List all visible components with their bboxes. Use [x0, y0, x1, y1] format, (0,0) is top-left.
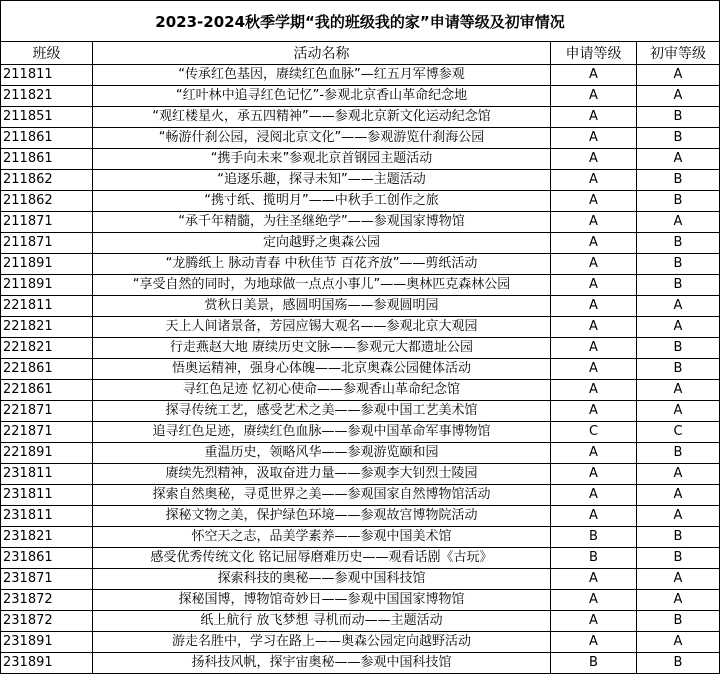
table-row — [1, 611, 720, 632]
table-row — [1, 275, 720, 296]
cell-activity: 探秘文物之美，保护绿色环境——参观故宫博物院活动 — [93, 506, 551, 527]
cell-class: 231871 — [1, 569, 93, 590]
cell-class: 221861 — [1, 359, 93, 380]
table-row — [1, 191, 720, 212]
cell-activity: 天上人间诸景备，芳园应锡大观名——参观北京大观园 — [93, 317, 551, 338]
cell-applied-grade: A — [551, 485, 637, 506]
table-row — [1, 506, 720, 527]
cell-class: 231872 — [1, 590, 93, 611]
cell-initial-grade: A — [637, 317, 720, 338]
cell-applied-grade: A — [551, 170, 637, 191]
cell-initial-grade: B — [637, 170, 720, 191]
cell-initial-grade: B — [637, 527, 720, 548]
table-row — [1, 254, 720, 275]
cell-class: 221861 — [1, 380, 93, 401]
table-row — [1, 65, 720, 86]
cell-class: 231872 — [1, 611, 93, 632]
table-row — [1, 128, 720, 149]
cell-initial-grade: A — [637, 380, 720, 401]
cell-applied-grade: A — [551, 443, 637, 464]
cell-activity: “红叶林中追寻红色记忆”-参观北京香山革命纪念地 — [93, 86, 551, 107]
cell-class: 231891 — [1, 653, 93, 674]
table-row — [1, 86, 720, 107]
cell-initial-grade: B — [637, 359, 720, 380]
cell-class: 221821 — [1, 338, 93, 359]
cell-initial-grade: A — [637, 506, 720, 527]
cell-class: 211891 — [1, 254, 93, 275]
title-row — [1, 1, 720, 42]
cell-initial-grade: B — [637, 548, 720, 569]
cell-class: 231821 — [1, 527, 93, 548]
table-body — [1, 65, 720, 674]
cell-class: 211861 — [1, 149, 93, 170]
cell-activity: “享受自然的同时，为地球做一点点小事儿”——奥林匹克森林公园 — [93, 275, 551, 296]
cell-applied-grade: A — [551, 317, 637, 338]
cell-applied-grade: A — [551, 254, 637, 275]
cell-applied-grade: A — [551, 191, 637, 212]
cell-class: 211891 — [1, 275, 93, 296]
cell-applied-grade: A — [551, 380, 637, 401]
cell-class: 211851 — [1, 107, 93, 128]
cell-applied-grade: A — [551, 107, 637, 128]
header-applied-grade: 申请等级 — [551, 42, 637, 65]
cell-applied-grade: A — [551, 233, 637, 254]
cell-initial-grade: A — [637, 632, 720, 653]
table-row — [1, 653, 720, 674]
cell-applied-grade: A — [551, 128, 637, 149]
table-row — [1, 233, 720, 254]
cell-initial-grade: A — [637, 149, 720, 170]
cell-initial-grade: A — [637, 65, 720, 86]
cell-applied-grade: B — [551, 548, 637, 569]
cell-initial-grade: B — [637, 191, 720, 212]
cell-initial-grade: A — [637, 485, 720, 506]
cell-activity: “畅游什刹公园，浸阅北京文化”——参观游览什刹海公园 — [93, 128, 551, 149]
table-title: 2023-2024秋季学期“我的班级我的家”申请等级及初审情况 — [1, 1, 720, 42]
cell-applied-grade: B — [551, 527, 637, 548]
cell-activity: “龙腾纸上 脉动青春 中秋佳节 百花齐放”——剪纸活动 — [93, 254, 551, 275]
cell-initial-grade: B — [637, 611, 720, 632]
cell-initial-grade: B — [637, 233, 720, 254]
cell-activity: 感受优秀传统文化 铭记屈辱磨难历史——观看话剧《古玩》 — [93, 548, 551, 569]
table-row — [1, 296, 720, 317]
cell-activity: 扬科技风帆，探宇宙奥秘——参观中国科技馆 — [93, 653, 551, 674]
header-initial-grade: 初审等级 — [637, 42, 720, 65]
cell-class: 231891 — [1, 632, 93, 653]
cell-activity: 定向越野之奥森公园 — [93, 233, 551, 254]
cell-activity: 探索自然奥秘，寻觅世界之美——参观国家自然博物馆活动 — [93, 485, 551, 506]
table-row — [1, 107, 720, 128]
header-class: 班级 — [1, 42, 93, 65]
table-row — [1, 590, 720, 611]
cell-initial-grade: A — [637, 296, 720, 317]
cell-applied-grade: A — [551, 401, 637, 422]
table-row — [1, 485, 720, 506]
cell-applied-grade: A — [551, 506, 637, 527]
cell-activity: 追寻红色足迹，赓续红色血脉——参观中国革命军事博物馆 — [93, 422, 551, 443]
cell-activity: 探秘国博，博物馆奇妙日——参观中国国家博物馆 — [93, 590, 551, 611]
cell-class: 231811 — [1, 464, 93, 485]
cell-initial-grade: B — [637, 107, 720, 128]
cell-applied-grade: A — [551, 65, 637, 86]
cell-class: 221871 — [1, 401, 93, 422]
cell-initial-grade: B — [637, 338, 720, 359]
cell-activity: “携手向未来”参观北京首钢园主题活动 — [93, 149, 551, 170]
table-row — [1, 380, 720, 401]
table-row — [1, 548, 720, 569]
cell-activity: 游走名胜中，学习在路上——奥森公园定向越野活动 — [93, 632, 551, 653]
cell-applied-grade: A — [551, 296, 637, 317]
cell-applied-grade: A — [551, 464, 637, 485]
header-activity: 活动名称 — [93, 42, 551, 65]
cell-activity: 怀空天之志，品美学素养——参观中国美术馆 — [93, 527, 551, 548]
cell-applied-grade: A — [551, 632, 637, 653]
cell-applied-grade: B — [551, 653, 637, 674]
cell-class: 211871 — [1, 212, 93, 233]
table-row — [1, 149, 720, 170]
cell-activity: “携寸纸、揽明月”——中秋手工创作之旅 — [93, 191, 551, 212]
table-row — [1, 212, 720, 233]
cell-class: 211861 — [1, 128, 93, 149]
cell-applied-grade: A — [551, 590, 637, 611]
cell-activity: “承千年精髓，为往圣继绝学”——参观国家博物馆 — [93, 212, 551, 233]
cell-applied-grade: A — [551, 338, 637, 359]
table-row — [1, 569, 720, 590]
cell-activity: 探寻传统工艺，感受艺术之美——参观中国工艺美术馆 — [93, 401, 551, 422]
cell-class: 231861 — [1, 548, 93, 569]
cell-applied-grade: A — [551, 611, 637, 632]
table-row — [1, 422, 720, 443]
cell-activity: 纸上航行 放飞梦想 寻机而动——主题活动 — [93, 611, 551, 632]
cell-applied-grade: A — [551, 86, 637, 107]
table-row — [1, 443, 720, 464]
cell-activity: 重温历史，领略风华——参观游览颐和园 — [93, 443, 551, 464]
table-row — [1, 317, 720, 338]
table-row — [1, 338, 720, 359]
cell-applied-grade: A — [551, 275, 637, 296]
cell-class: 231811 — [1, 485, 93, 506]
cell-activity: 悟奥运精神，强身心体魄——北京奥森公园健体活动 — [93, 359, 551, 380]
table-row — [1, 527, 720, 548]
table-row — [1, 170, 720, 191]
cell-initial-grade: A — [637, 569, 720, 590]
cell-initial-grade: A — [637, 212, 720, 233]
cell-initial-grade: B — [637, 275, 720, 296]
cell-class: 221811 — [1, 296, 93, 317]
cell-initial-grade: A — [637, 590, 720, 611]
cell-applied-grade: A — [551, 149, 637, 170]
cell-activity: “追逐乐趣，探寻未知”——主题活动 — [93, 170, 551, 191]
cell-activity: 行走燕赵大地 赓续历史文脉——参观元大都遗址公园 — [93, 338, 551, 359]
cell-class: 211811 — [1, 65, 93, 86]
cell-initial-grade: A — [637, 464, 720, 485]
cell-class: 211862 — [1, 191, 93, 212]
cell-activity: 寻红色足迹 忆初心使命——参观香山革命纪念馆 — [93, 380, 551, 401]
cell-class: 221871 — [1, 422, 93, 443]
cell-initial-grade: B — [637, 443, 720, 464]
cell-initial-grade: B — [637, 128, 720, 149]
cell-activity: 赏秋日美景，感圆明国殇——参观圆明园 — [93, 296, 551, 317]
cell-class: 211871 — [1, 233, 93, 254]
cell-initial-grade: B — [637, 653, 720, 674]
table-row — [1, 359, 720, 380]
cell-class: 231811 — [1, 506, 93, 527]
table-row — [1, 464, 720, 485]
header-row — [1, 42, 720, 65]
cell-applied-grade: A — [551, 359, 637, 380]
cell-activity: “观红楼星火，承五四精神”——参观北京新文化运动纪念馆 — [93, 107, 551, 128]
table-row — [1, 401, 720, 422]
cell-class: 211821 — [1, 86, 93, 107]
cell-activity: 探索科技的奥秘——参观中国科技馆 — [93, 569, 551, 590]
cell-initial-grade: B — [637, 254, 720, 275]
cell-initial-grade: A — [637, 401, 720, 422]
cell-class: 211862 — [1, 170, 93, 191]
cell-initial-grade: A — [637, 86, 720, 107]
cell-class: 221891 — [1, 443, 93, 464]
cell-applied-grade: A — [551, 569, 637, 590]
cell-activity: 赓续先烈精神，汲取奋进力量——参观李大钊烈士陵园 — [93, 464, 551, 485]
cell-applied-grade: C — [551, 422, 637, 443]
cell-class: 221821 — [1, 317, 93, 338]
cell-applied-grade: A — [551, 212, 637, 233]
cell-activity: “传承红色基因，赓续红色血脉”—红五月军博参观 — [93, 65, 551, 86]
table-row — [1, 632, 720, 653]
cell-initial-grade: C — [637, 422, 720, 443]
